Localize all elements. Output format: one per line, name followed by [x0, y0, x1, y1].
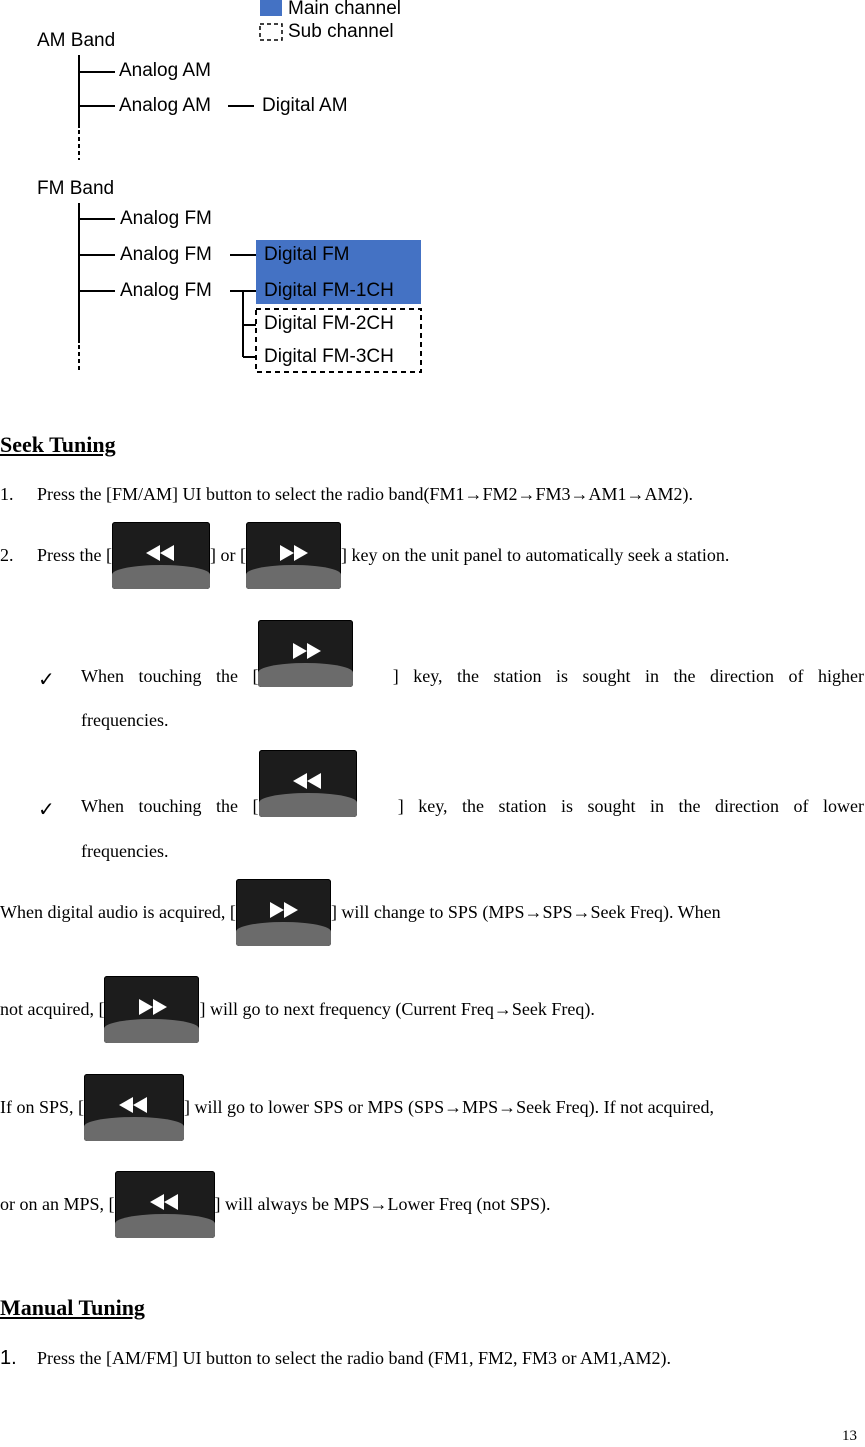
para-text: If on SPS, [	[0, 1097, 85, 1117]
legend-sub: Sub channel	[288, 21, 394, 42]
seek-up-button	[104, 976, 199, 1043]
band-diagram	[0, 0, 865, 380]
main-box-2: Digital FM-1CH	[264, 280, 394, 301]
para-text: When digital audio is acquired, [	[0, 902, 236, 922]
seek-up-button	[236, 879, 331, 946]
seek-up-button	[246, 522, 341, 589]
fm-row-1: Analog FM	[120, 208, 212, 229]
check-text: When touching the [	[81, 666, 259, 686]
step-text: Press the [	[37, 545, 112, 565]
para-text: ] will change to SPS (MPS→SPS→Seek Freq). When	[330, 902, 721, 922]
check-icon: ✓	[38, 669, 55, 691]
fast-forward-icon	[134, 998, 170, 1016]
fast-forward-icon	[275, 544, 311, 562]
check-text: ] key, the station is sought in the direction of higher	[392, 666, 864, 686]
fm-row-2: Analog FM	[120, 244, 212, 265]
para-line-4	[0, 1171, 551, 1238]
step-text: Press the [AM/FM] UI button to select the radio band (FM1, FM2, FM3 or AM1,AM2).	[37, 1348, 671, 1368]
check-text: ] key, the station is sought in the direction of lower	[397, 796, 864, 816]
para-line-2	[0, 976, 595, 1043]
para-line-3	[0, 1074, 714, 1141]
check-b-line	[81, 750, 864, 817]
rewind-icon	[147, 1193, 183, 1211]
manual-step1	[0, 1347, 671, 1369]
seek-down-button	[112, 522, 210, 589]
step-text: ] or [	[210, 545, 246, 565]
seek-step2	[0, 522, 729, 589]
am-row-1: Analog AM	[119, 60, 211, 81]
seek-up-button	[258, 620, 353, 687]
am-digital: Digital AM	[262, 95, 348, 116]
step-text: ] key on the unit panel to automatically seek a station.	[340, 545, 730, 565]
legend-main: Main channel	[288, 0, 402, 19]
manual-title: Manual Tuning	[0, 1295, 145, 1320]
para-text: ] will go to lower SPS or MPS (SPS→MPS→Seek Freq). If not acquired,	[184, 1097, 715, 1117]
fast-forward-icon	[288, 642, 324, 660]
step-number: 2.	[0, 545, 14, 565]
sub-box-1: Digital FM-2CH	[264, 313, 394, 334]
am-band-title: AM Band	[37, 30, 116, 51]
check-b-cont: frequencies.	[81, 841, 169, 861]
am-row-2: Analog AM	[119, 95, 211, 116]
step-text: Press the [FM/AM] UI button to select the radio band(FM1→FM2→FM3→AM1→AM2).	[37, 484, 693, 504]
fast-forward-icon	[265, 901, 301, 919]
step-number: 1.	[0, 484, 14, 504]
rewind-icon	[143, 544, 179, 562]
para-line-1	[0, 879, 721, 946]
rewind-icon	[116, 1096, 152, 1114]
check-a-line	[81, 620, 864, 687]
para-text: ] will always be MPS→Lower Freq (not SPS).	[214, 1194, 551, 1214]
page-number: 13	[842, 1428, 857, 1444]
para-text: or on an MPS, [	[0, 1194, 115, 1214]
seek-down-button	[115, 1171, 215, 1238]
fm-band-title: FM Band	[37, 178, 115, 199]
check-text: When touching the [	[81, 796, 259, 816]
check-icon: ✓	[38, 799, 55, 821]
check-a-cont: frequencies.	[81, 710, 169, 730]
diagram-lines	[0, 0, 865, 380]
seek-step1	[0, 483, 693, 505]
main-box-1: Digital FM	[264, 244, 350, 265]
para-text: ] will go to next frequency (Current Freq→Seek Freq).	[199, 999, 595, 1019]
para-text: not acquired, [	[0, 999, 105, 1019]
sub-box-2: Digital FM-3CH	[264, 346, 394, 367]
rewind-icon	[290, 772, 326, 790]
step-number: 1.	[0, 1347, 17, 1369]
fm-row-3: Analog FM	[120, 280, 212, 301]
seek-down-button	[84, 1074, 184, 1141]
seek-title: Seek Tuning	[0, 432, 116, 457]
seek-down-button	[259, 750, 357, 817]
